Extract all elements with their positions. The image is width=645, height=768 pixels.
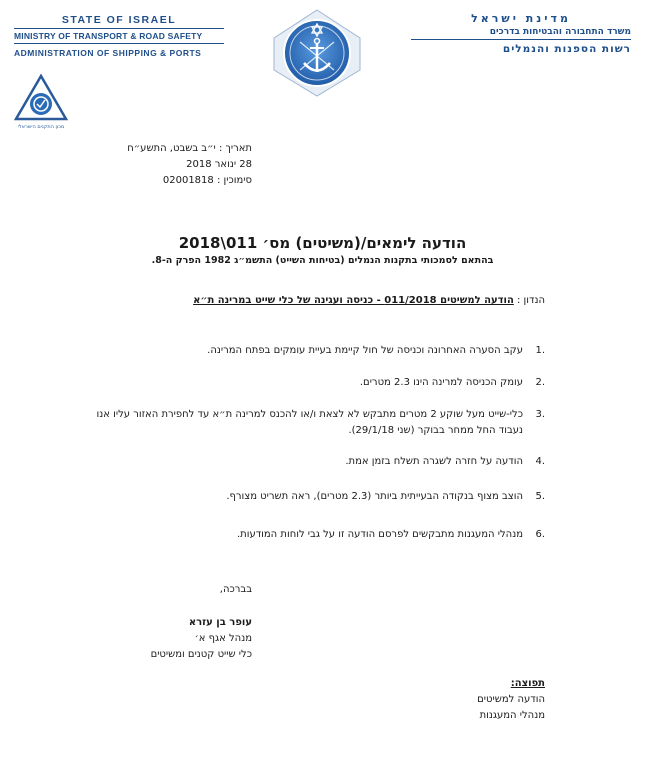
distribution-title: תפוצה:: [510, 678, 545, 689]
letterhead-rule: [14, 28, 224, 29]
standards-institute-logo-icon: [12, 73, 70, 131]
distribution-recipient: הודעה למשיטים: [477, 694, 545, 705]
item-number: .4: [535, 456, 545, 467]
ministry-name-he: משרד התחבורה והבטיחות בדרכים: [489, 27, 631, 37]
item-number: .3: [535, 409, 545, 420]
item-number: .2: [535, 377, 545, 388]
administration-name-en: ADMINISTRATION OF SHIPPING & PORTS: [14, 48, 202, 58]
item-text: הוצב מצוף בנקודה הבעייתית ביותר (2.3 מטרים), ראה תשריט מצורף.: [226, 491, 523, 502]
item-number: .5: [535, 491, 545, 502]
subject-label: הנדון :: [517, 295, 545, 306]
item-text: מנהלי המעגנות מתבקשים לפרסם הודעה זו על גבי לוחות המודעות.: [236, 529, 523, 540]
list-item: [85, 375, 545, 391]
item-text: כלי-שייט מעל שוקע 2 מטרים מתבקש לא לצאת ו/או להכנס למרינה ת״א עד לחפירת האזור עליו אנו נעבוד החל ממחר בבוקר (שני 29/1/18).: [96, 409, 523, 436]
list-item: [85, 407, 545, 439]
notice-subtitle: בהתאם לסמכותי בתקנות הנמלים (בטיחות השייט) התשמ״ג 1982 הפרק ה-8.: [151, 255, 494, 266]
notice-title: הודעה לימאים/(משיטים) מס׳ 011\2018: [178, 234, 467, 252]
distribution-recipient: מנהלי המעגנות: [479, 710, 545, 721]
signatory-role: מנהל אגף א׳: [194, 633, 252, 644]
signatory-department: כלי שייט קטנים ומשיטים: [150, 649, 252, 660]
item-text: עומק הכניסה למרינה הינו 2.3 מטרים.: [359, 377, 523, 388]
letterhead-english: [14, 14, 224, 58]
list-item: [85, 489, 545, 505]
letterhead-rule: [14, 43, 224, 44]
item-number: .1: [535, 345, 545, 356]
letterhead-hebrew: [411, 12, 631, 55]
shipping-ports-emblem-icon: [270, 8, 364, 98]
item-text: עקב הסערה האחרונה וכניסה של חול קיימת בעיית עומקים בפתח המרינה.: [207, 345, 523, 356]
item-number: .6: [535, 529, 545, 540]
state-name-en: STATE OF ISRAEL: [61, 14, 177, 26]
hebrew-date: תאריך : י״ב בשבט, התשע״ח: [127, 143, 252, 154]
state-name-he: מדינת ישראל: [471, 12, 571, 25]
list-item: [85, 527, 545, 543]
document-meta: [52, 141, 252, 189]
item-text: הודעה על חזרה לשגרה תשלח בזמן אמת.: [345, 456, 523, 467]
gregorian-date: 28 ינואר 2018: [186, 159, 252, 170]
list-item: [85, 343, 545, 359]
subject-text: הודעה למשיטים 011/2018 - כניסה ועגינה של כלי שייט במרינה ת״א: [193, 295, 514, 306]
ministry-name-en: MINISTRY OF TRANSPORT & ROAD SAFETY: [14, 31, 203, 41]
list-item: [85, 454, 545, 470]
subject-line: [85, 295, 545, 306]
standards-logo-caption: מכון התקנים הישראלי: [17, 124, 65, 130]
letterhead-rule: [411, 39, 631, 40]
administration-name-he: רשות הספנות והנמלים: [502, 43, 631, 55]
signature-block: [52, 615, 252, 663]
signatory-name: עופר בן עזרא: [188, 617, 252, 628]
reference-number: סימוכין : 02001818: [162, 175, 252, 186]
distribution-block: [345, 676, 545, 724]
closing-greeting: בברכה,: [219, 584, 252, 595]
